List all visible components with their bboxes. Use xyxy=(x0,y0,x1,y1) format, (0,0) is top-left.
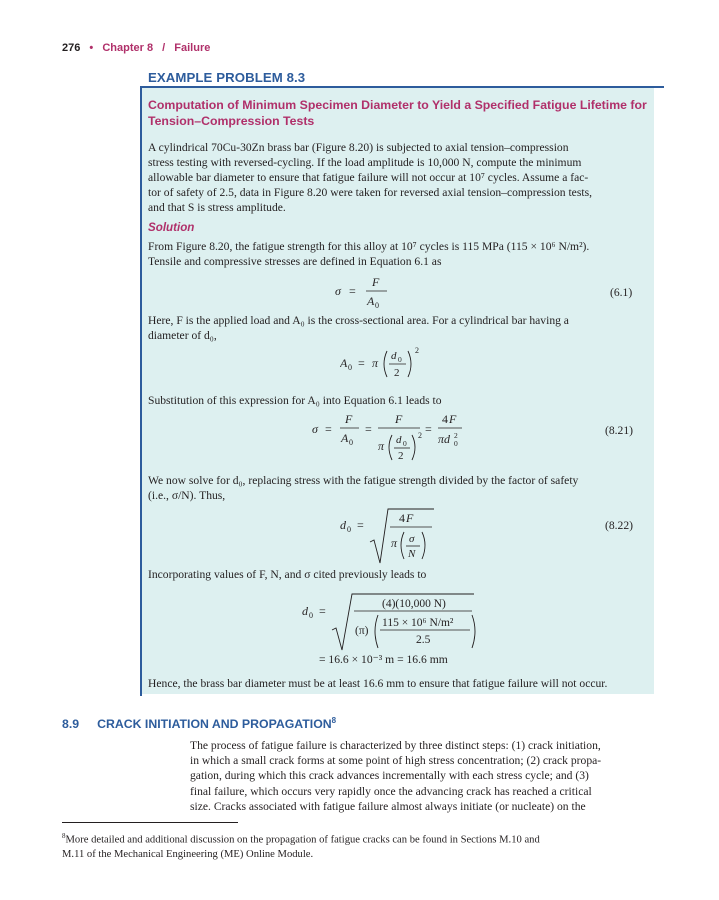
svg-text:F: F xyxy=(395,412,403,426)
numeric-safety: 2.5 xyxy=(416,634,431,646)
solve-line: (i.e., σ/N). Thus, xyxy=(148,489,226,502)
conclusion-line: Hence, the brass bar diameter must be at least 16.6 mm to ensure that fatigue failure will not occur. xyxy=(148,677,608,690)
solution-label: Solution xyxy=(148,221,195,234)
footnote-line: M.11 of the Mechanical Engineering (ME) Online Module. xyxy=(62,848,314,860)
svg-text:d: d xyxy=(340,518,346,532)
equation-area xyxy=(340,343,440,383)
section-title: CRACK INITIATION AND PROPAGATION xyxy=(97,717,332,732)
body-line: final failure, which occurs very rapidly once the advancing crack has reached a critical xyxy=(190,784,592,798)
page-number: 276 xyxy=(62,42,81,54)
svg-text:N: N xyxy=(408,548,416,560)
problem-statement xyxy=(148,140,638,215)
svg-text:2: 2 xyxy=(418,431,422,440)
svg-text:2: 2 xyxy=(454,431,458,440)
section-body xyxy=(190,738,652,814)
running-head xyxy=(62,42,210,54)
here-paragraph xyxy=(148,313,638,343)
head-bullet: • xyxy=(89,42,94,54)
svg-text:=: = xyxy=(358,356,365,370)
chapter-title: Failure xyxy=(174,42,211,54)
svg-text:π: π xyxy=(378,439,385,453)
svg-text:F: F xyxy=(372,275,380,289)
numeric-stress: 115 × 10⁶ N/m² xyxy=(382,617,454,629)
numeric-result: = 16.6 × 10⁻³ m = 16.6 mm xyxy=(319,653,448,666)
body-line: size. Cracks associated with fatigue failure almost always initiate (or nucleate) on the xyxy=(190,799,586,813)
incorporating-line: Incorporating values of F, N, and σ cited previously leads to xyxy=(148,568,427,581)
here-line: diameter of d₀, xyxy=(148,329,217,342)
svg-text:0: 0 xyxy=(348,363,352,372)
svg-text:0: 0 xyxy=(403,439,407,448)
svg-text:0: 0 xyxy=(309,611,313,620)
svg-text:=: = xyxy=(357,518,364,532)
svg-text:=: = xyxy=(325,422,332,436)
svg-text:σ: σ xyxy=(409,533,415,545)
equation-8-21 xyxy=(312,410,462,466)
footnote-mark: 8 xyxy=(62,832,66,840)
section-number: 8.9 xyxy=(62,717,80,732)
svg-text:σ: σ xyxy=(312,422,318,436)
svg-text:π: π xyxy=(391,536,398,550)
svg-text:σ: σ xyxy=(335,284,341,298)
footnote-rule xyxy=(62,822,238,823)
substitution-text xyxy=(148,393,638,408)
footnote-text: More detailed and additional discussion on the propagation of fatigue cracks can be found in Sections M.10 and xyxy=(65,834,540,846)
svg-text:d: d xyxy=(391,350,397,362)
conclusion xyxy=(148,676,648,691)
svg-text:=: = xyxy=(365,422,372,436)
footnote-line xyxy=(62,829,662,848)
problem-line: allowable bar diameter to ensure that fatigue failure will not occur at 10⁷ cycles. Assume a fac- xyxy=(148,171,589,184)
svg-text:A: A xyxy=(341,431,349,445)
solve-line: We now solve for d₀, replacing stress with the fatigue strength divided by the factor of safety xyxy=(148,474,579,487)
svg-text:0: 0 xyxy=(454,439,458,448)
solve-paragraph xyxy=(148,473,638,503)
svg-text:0: 0 xyxy=(349,438,353,447)
svg-text:2: 2 xyxy=(415,346,419,355)
solution-line: Tensile and compressive stresses are defined in Equation 6.1 as xyxy=(148,255,442,268)
svg-text:F: F xyxy=(449,412,457,426)
svg-text:A: A xyxy=(340,356,348,370)
svg-text:d: d xyxy=(302,604,308,618)
svg-text:d: d xyxy=(396,434,402,446)
svg-text:4: 4 xyxy=(442,412,448,426)
head-separator: / xyxy=(162,42,166,54)
svg-text:2: 2 xyxy=(398,450,404,462)
eq-8-21-number: (8.21) xyxy=(605,424,634,437)
svg-text:0: 0 xyxy=(398,355,402,364)
numeric-pi: (π) xyxy=(355,625,369,637)
body-line: The process of fatigue failure is characterized by three distinct steps: (1) crack initiation, xyxy=(190,739,601,752)
section-heading xyxy=(62,716,336,731)
svg-text:4: 4 xyxy=(399,511,405,525)
body-line: gation, during which this crack advances incrementally with each stress cycle; and (3) xyxy=(190,769,589,783)
svg-text:A: A xyxy=(367,294,375,308)
svg-text:0: 0 xyxy=(347,525,351,534)
problem-line: and that S is stress amplitude. xyxy=(148,201,286,214)
solution-intro xyxy=(148,239,638,269)
svg-text:π: π xyxy=(372,356,379,370)
svg-text:F: F xyxy=(345,412,353,426)
svg-text:=: = xyxy=(349,284,356,298)
svg-text:0: 0 xyxy=(375,301,379,310)
numeric-evaluation xyxy=(302,590,492,654)
problem-line: A cylindrical 70Cu-30Zn brass bar (Figure 8.20) is subjected to axial tension–compression xyxy=(148,141,569,154)
equation-6-1 xyxy=(335,272,425,312)
substitution-line: Substitution of this expression for A₀ into Equation 6.1 leads to xyxy=(148,394,442,407)
svg-text:=: = xyxy=(319,604,326,618)
footnote xyxy=(62,829,662,862)
problem-line: tor of safety of 2.5, data in Figure 8.20 were taken for reversed axial tension–compression tests, xyxy=(148,186,592,199)
equation-8-22 xyxy=(340,505,450,567)
eq-6-1-number: (6.1) xyxy=(610,286,633,299)
body-line: in which a small crack forms at some point of high stress concentration; (2) crack propa- xyxy=(190,754,602,768)
example-left-rule xyxy=(140,88,142,696)
svg-text:2: 2 xyxy=(394,367,400,379)
example-label: EXAMPLE PROBLEM 8.3 xyxy=(148,70,306,85)
svg-text:πd: πd xyxy=(438,432,451,446)
numeric-numerator: (4)(10,000 N) xyxy=(382,598,446,610)
incorporating-text xyxy=(148,567,638,582)
chapter-label: Chapter 8 xyxy=(102,42,154,54)
solution-line: From Figure 8.20, the fatigue strength for this alloy at 10⁷ cycles is 115 MPa (115 × 10⁶ N/m²). xyxy=(148,240,590,253)
example-title: Computation of Minimum Specimen Diameter to Yield a Specified Fatigue Lifetime for Tension–Compression Tests xyxy=(148,98,647,128)
here-line: Here, F is the applied load and A₀ is the cross-sectional area. For a cylindrical bar having a xyxy=(148,314,569,327)
svg-text:F: F xyxy=(406,511,414,525)
eq-8-22-number: (8.22) xyxy=(605,519,634,532)
problem-line: stress testing with reversed-cycling. If the load amplitude is 10,000 N, compute the minimum xyxy=(148,156,582,169)
svg-text:=: = xyxy=(425,422,432,436)
section-footnote-mark: 8 xyxy=(331,716,337,725)
